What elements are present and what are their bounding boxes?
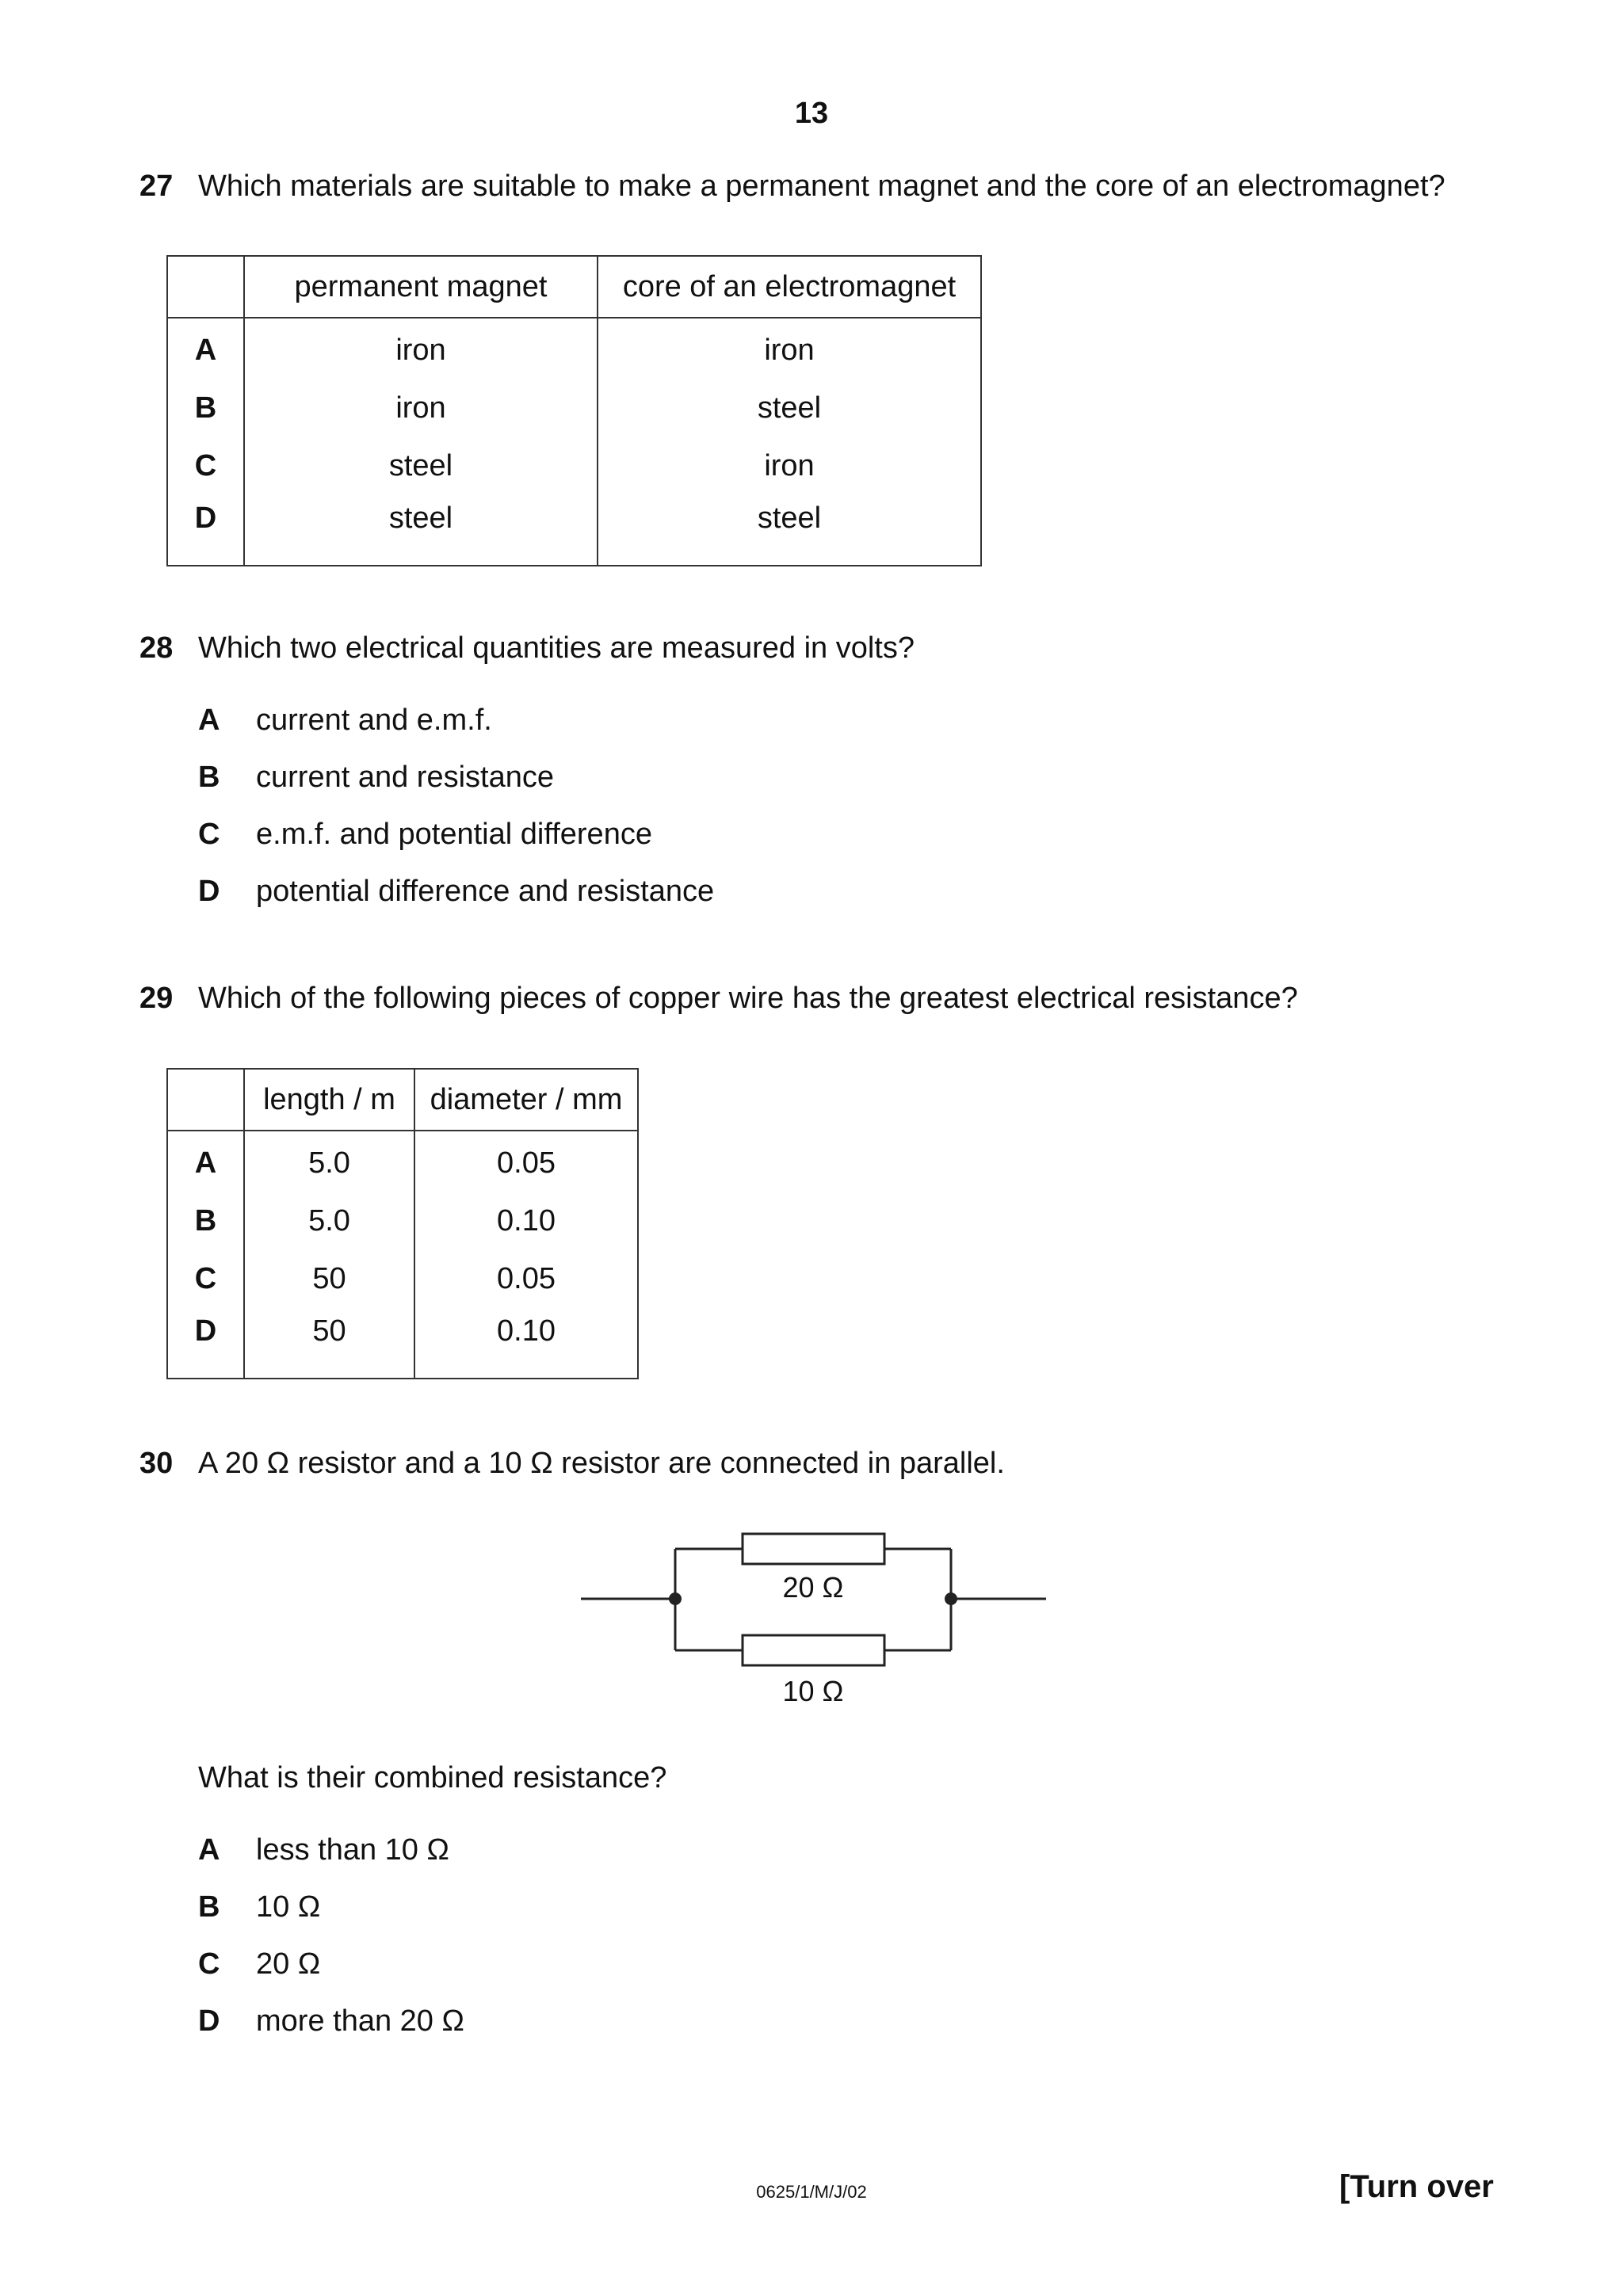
- q28-number: 28: [139, 631, 174, 665]
- q29-header-length: length / m: [244, 1069, 414, 1131]
- q27-row-letter: A: [167, 318, 244, 379]
- q29-row-letter: A: [167, 1131, 244, 1192]
- q29-cell-length: 5.0: [244, 1131, 414, 1192]
- q29-row-letter: C: [167, 1250, 244, 1308]
- q27-number: 27: [139, 170, 174, 203]
- q30-option-text: less than 10 Ω: [256, 1833, 449, 1867]
- q27-cell-core: iron: [598, 318, 981, 379]
- resistor-20-label: 20 Ω: [782, 1571, 844, 1604]
- q27-text: Which materials are suitable to make a permanent magnet and the core of an electromagnet?: [198, 170, 1445, 203]
- q27-cell-core: steel: [598, 379, 981, 437]
- resistor-10-ohm: [743, 1635, 884, 1665]
- q29-header-diameter: diameter / mm: [414, 1069, 638, 1131]
- q29-cell-diameter: 0.05: [414, 1250, 638, 1308]
- q27-cell-permanent: steel: [244, 495, 598, 566]
- q29-cell-length: 5.0: [244, 1192, 414, 1250]
- q27-row-letter: D: [167, 495, 244, 566]
- page-number: 13: [794, 97, 829, 130]
- q28-text: Which two electrical quantities are measured in volts?: [198, 631, 915, 665]
- q29-cell-length: 50: [244, 1250, 414, 1308]
- q30-option-text: 10 Ω: [256, 1890, 321, 1924]
- resistor-10-label: 10 Ω: [782, 1675, 844, 1707]
- q30-text: A 20 Ω resistor and a 10 Ω resistor are connected in parallel.: [198, 1447, 1005, 1480]
- q27-cell-permanent: iron: [244, 318, 598, 379]
- q28-option-letter: D: [198, 875, 220, 908]
- paper-code: 0625/1/M/J/02: [756, 2182, 867, 2202]
- q27-cell-core: steel: [598, 495, 981, 566]
- turn-over-label: [Turn over: [1339, 2169, 1494, 2204]
- q30-option-text: 20 Ω: [256, 1947, 321, 1981]
- q30-option-letter: A: [198, 1833, 220, 1867]
- q30-option-letter: D: [198, 2004, 220, 2038]
- junction-dot-right: [945, 1592, 957, 1605]
- q28-option-text: current and e.m.f.: [256, 704, 492, 737]
- q29-row-letter: D: [167, 1308, 244, 1379]
- q28-option-text: current and resistance: [256, 761, 554, 794]
- junction-dot-left: [669, 1592, 682, 1605]
- q29-cell-length: 50: [244, 1308, 414, 1379]
- q30-option-text: more than 20 Ω: [256, 2004, 464, 2038]
- q27-header-core: core of an electromagnet: [598, 256, 981, 318]
- q30-option-letter: C: [198, 1947, 220, 1981]
- q27-header-permanent-magnet: permanent magnet: [244, 256, 598, 318]
- q29-cell-diameter: 0.10: [414, 1308, 638, 1379]
- q30-sub-question: What is their combined resistance?: [198, 1761, 667, 1794]
- q27-cell-permanent: steel: [244, 437, 598, 495]
- q29-cell-diameter: 0.05: [414, 1131, 638, 1192]
- resistor-20-ohm: [743, 1534, 884, 1564]
- q28-option-letter: B: [198, 761, 220, 794]
- q28-option-letter: C: [198, 818, 220, 851]
- q30-option-letter: B: [198, 1890, 220, 1924]
- q28-option-text: e.m.f. and potential difference: [256, 818, 652, 851]
- q29-row-letter: B: [167, 1192, 244, 1250]
- q28-option-text: potential difference and resistance: [256, 875, 715, 908]
- q28-option-letter: A: [198, 704, 220, 737]
- q29-text: Which of the following pieces of copper wire has the greatest electrical resistance?: [198, 982, 1298, 1015]
- q29-cell-diameter: 0.10: [414, 1192, 638, 1250]
- q29-number: 29: [139, 982, 174, 1015]
- q27-cell-permanent: iron: [244, 379, 598, 437]
- q27-row-letter: C: [167, 437, 244, 495]
- q30-number: 30: [139, 1447, 174, 1480]
- q27-row-letter: B: [167, 379, 244, 437]
- q27-cell-core: iron: [598, 437, 981, 495]
